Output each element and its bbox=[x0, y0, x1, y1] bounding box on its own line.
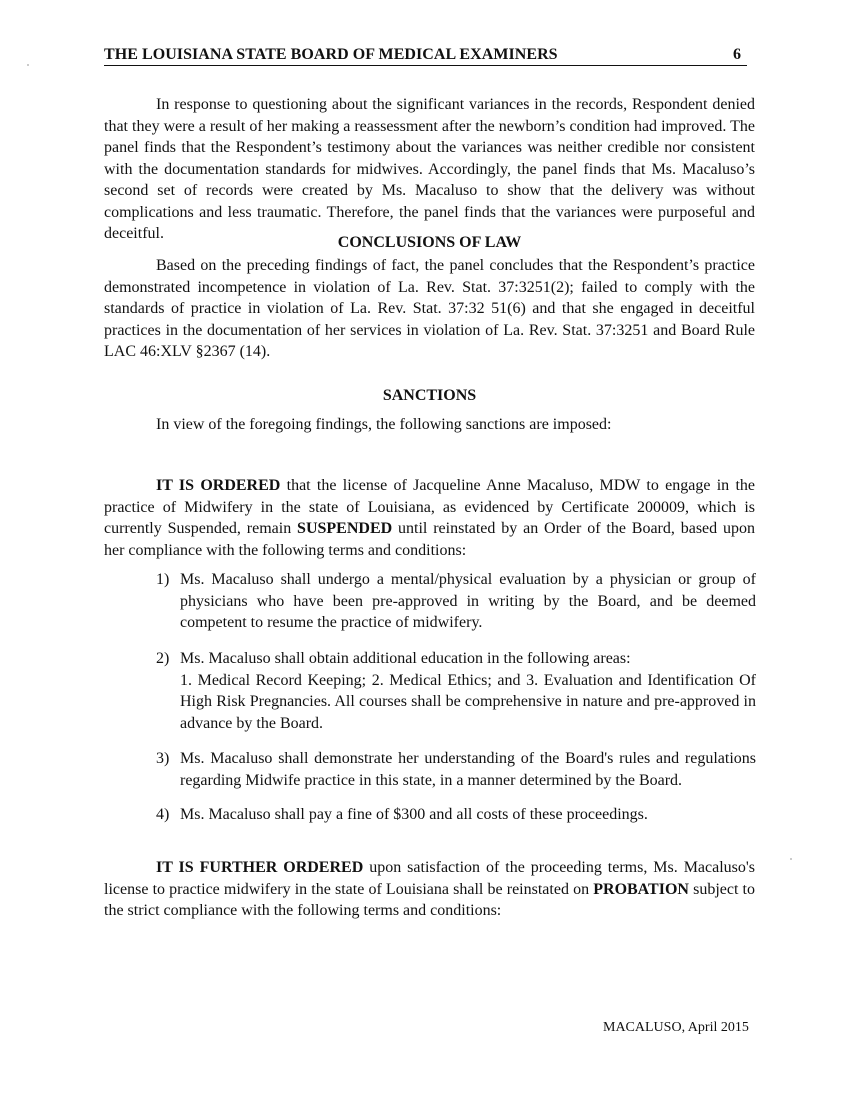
further-order-text-b: subject to the strict compliance with the following terms and conditions: bbox=[104, 880, 756, 919]
condition-number: 2) bbox=[156, 650, 170, 667]
condition-text: Ms. Macaluso shall undergo a mental/physical evaluation by a physician or group of physicians who have been pre-approved in writing by the Board, and be deemed competent to resume the practice of midwifery. bbox=[180, 571, 756, 631]
condition-number: 3) bbox=[156, 750, 170, 767]
findings-paragraph: In response to questioning about the significant variances in the records, Respondent denied that they were a result of her making a reassessment after the newborn’s condition had improved. The panel finds that the Respondent’s testimony about the variances was neither credible nor consistent with the documentation standards for midwives. Accordingly, the panel finds that Ms. Macaluso’s second set of records were created by Ms. Macaluso to show that the delivery was without complications and less traumatic. Therefore, the panel finds that the variances were purposeful and deceitful. bbox=[104, 96, 755, 242]
page-number: 6 bbox=[732, 46, 741, 63]
order-lead: IT IS ORDERED bbox=[156, 477, 281, 494]
condition-number: 1) bbox=[156, 571, 170, 588]
condition-number: 4) bbox=[156, 806, 170, 823]
condition-item-3 bbox=[156, 748, 756, 791]
header-title: THE LOUISIANA STATE BOARD OF MEDICAL EXAMINERS bbox=[104, 46, 558, 63]
condition-text: Ms. Macaluso shall demonstrate her understanding of the Board's rules and regulations regarding Midwife practice in this state, in a manner determined by the Board. bbox=[180, 750, 756, 789]
probation-term: PROBATION bbox=[593, 880, 689, 898]
order-paragraph bbox=[104, 475, 755, 561]
scan-speck bbox=[27, 64, 29, 66]
further-order-lead: IT IS FURTHER ORDERED bbox=[156, 859, 364, 876]
order-text-a: that the license of Jacqueline Anne Macaluso, MDW to engage in the practice of Midwifery in the state of Louisiana, as evidenced by Certificate 200009, which is currently Suspended, remain bbox=[104, 477, 756, 537]
condition-text: Ms. Macaluso shall pay a fine of $300 and all costs of these proceedings. bbox=[180, 806, 648, 823]
page-footer: MACALUSO, April 2015 bbox=[603, 1020, 749, 1035]
further-order-paragraph bbox=[104, 857, 755, 922]
sanctions-heading: SANCTIONS bbox=[382, 387, 477, 404]
order-text-b: until reinstated by an Order of the Board, based upon her compliance with the following terms and conditions: bbox=[104, 520, 756, 559]
condition-text-continued: 1. Medical Record Keeping; 2. Medical Ethics; and 3. Evaluation and Identification Of High Risk Pregnancies. All courses shall be comprehensive in nature and pre-approved in advance by the Board. bbox=[180, 671, 756, 732]
sanctions-intro: In view of the foregoing findings, the following sanctions are imposed: bbox=[156, 416, 612, 433]
suspended-term: SUSPENDED bbox=[297, 520, 393, 537]
further-order-text-a: upon satisfaction of the proceeding terms, Ms. Macaluso's license to practice midwifery in the state of Louisiana shall be reinstated on bbox=[104, 859, 756, 898]
scan-speck bbox=[790, 858, 792, 860]
conclusions-heading: CONCLUSIONS OF LAW bbox=[337, 234, 522, 251]
condition-text: Ms. Macaluso shall obtain additional education in the following areas: bbox=[180, 650, 631, 667]
page-header bbox=[104, 45, 747, 66]
conclusions-paragraph: Based on the preceding findings of fact, the panel concludes that the Respondent’s practice demonstrated incompetence in violation of La. Rev. Stat. 37:3251(2); failed to comply with the standards of practice in violation of La. Rev. Stat. 37:32 51(6) and that she engaged in deceitful practices in the documentation of her services in violation of La. Rev. Stat. 37:3251 and Board Rule LAC 46:XLV §2367 (14). bbox=[104, 257, 755, 360]
condition-item-4 bbox=[156, 804, 756, 826]
condition-item-1 bbox=[156, 569, 756, 634]
condition-item-2 bbox=[156, 648, 756, 734]
